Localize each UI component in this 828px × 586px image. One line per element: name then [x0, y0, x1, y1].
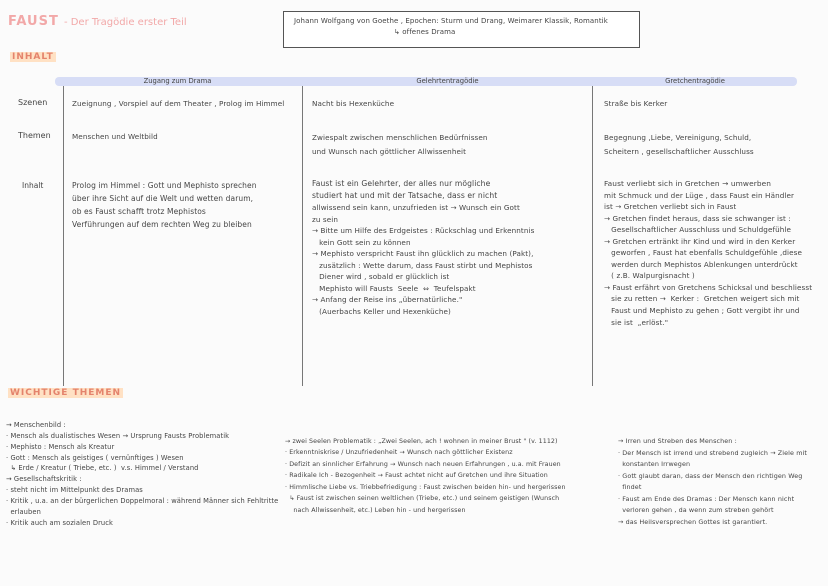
inhalt-heading: INHALT	[12, 52, 54, 62]
info-box	[283, 11, 640, 48]
cell-szenen-gretchen: Straße bis Kerker	[604, 99, 668, 108]
info-box-line1: Johann Wolfgang von Goethe , Epochen: Sturm und Drang, Weimarer Klassik, Romantik	[294, 17, 608, 25]
cell-themen-zugang: Menschen und Weltbild	[72, 132, 158, 141]
themes-column-irren: → Irren und Streben des Menschen : · Der Mensch ist irrend und strebend zugleich → Ziele mit konstanten Irrwegen · Gott glaubt daran, dass der Mensch den richtigen Weg findet · Faust am Ende des Dramas : Der Mensch kann nicht verloren gehen , da wenn zum streben gehört → das Heilsversprechen Gottes ist garantiert.	[618, 437, 808, 526]
column-divider	[302, 86, 303, 386]
column-title-gelehrten: Gelehrtentragödie	[416, 77, 479, 85]
info-box-line2: ↳ offenes Drama	[394, 27, 456, 36]
title-faust: FAUST	[8, 14, 59, 29]
themes-column-seelen: → zwei Seelen Problematik : „Zwei Seelen, ach ! wohnen in meiner Brust " (v. 1112) · Erkenntniskrise / Unzufriedenheit → Wunsch nach göttlicher Existenz · Defizit an sinnlicher Erfahrung → Wunsch nach neuen Erfahrungen , u.a. mit Frauen · Radikale Ich - Bezogenheit → Faust achtet nicht auf Gretchen und ihre Situation · Himmlische Liebe vs. Triebbefriedigung : Faust zwischen beiden hin- und hergerissen ↳ Faust ist zwischen seinen weltlichen (Triebe, etc.) und seinem geistigen (Wunsch nach Allwissenheit, etc.) Leben hin - und hergerissen	[285, 438, 566, 514]
themes-column-menschenbild: → Menschenbild : · Mensch als dualistisches Wesen → Ursprung Fausts Problematik · Mephisto : Mensch als Kreatur · Gott : Mensch als geistiges ( vernünftiges ) Wesen ↳ Erde / Kreatur ( Triebe, etc. ) v.s. Himmel / Verstand → Gesellschaftskritik : · steht nicht im Mittelpunkt des Dramas · Kritik , u.a. an der bürgerlichen Doppelmoral : während Männer sich Fehltritte erlauben · Kritik auch am sozialen Druck	[6, 421, 279, 527]
row-label-themen: Themen	[18, 131, 51, 140]
column-divider	[63, 86, 64, 386]
cell-inhalt-gretchen: Faust verliebt sich in Gretchen → umwerben mit Schmuck und der Lüge , dass Faust ein Händler ist → Gretchen verliebt sich in Faust → Gretchen findet heraus, dass sie schwanger ist : Gesellschaftlicher Ausschluss und Schuldgefühle → Gretchen ertränkt ihr Kind und wird in den Kerker geworfen , Faust hat ebenfalls Schuldgefühle ,diese werden durch Mephistos Ablenkungen unterdrückt ( z.B. Walpurgisnacht ) → Faust erfährt von Gretchens Schicksal und beschliesst sie zu retten → Kerker : Gretchen weigert sich mit Faust und Mephisto zu gehen ; Gott vergibt ihr und sie ist „erlöst."	[604, 179, 813, 327]
cell-szenen-zugang: Zueignung , Vorspiel auf dem Theater , Prolog im Himmel	[72, 99, 285, 108]
cell-inhalt-gelehrten: Faust ist ein Gelehrter, der alles nur mögliche studiert hat und mit der Tatsache, dass er nicht allwissend sein kann, unzufrieden ist → Wunsch ein Gott zu sein → Bitte um Hilfe des Erdgeistes : Rückschlag und Erkenntnis kein Gott sein zu können → Mephisto verspricht Faust ihn glücklich zu machen (Pakt), zusätzlich : Wette darum, dass Faust stirbt und Mephistos Diener wird , sobald er glücklich ist Mephisto will Fausts Seele ⇔ Teufelspakt → Anfang der Reise ins „übernatürliche." (Auerbachs Keller und Hexenküche)	[312, 179, 535, 316]
column-divider	[592, 86, 593, 386]
column-title-gretchen: Gretchentragödie	[665, 77, 725, 85]
cell-szenen-gelehrten: Nacht bis Hexenküche	[312, 99, 395, 108]
title	[8, 10, 187, 29]
cell-themen-gelehrten: Zwiespalt zwischen menschlichen Bedürfnissen und Wunsch nach göttlicher Allwissenheit	[312, 133, 488, 156]
row-label-szenen: Szenen	[18, 98, 48, 107]
row-label-inhalt: Inhalt	[22, 181, 44, 190]
cell-themen-gretchen: Begegnung ,Liebe, Vereinigung, Schuld, Scheitern , gesellschaftlicher Ausschluss	[604, 133, 754, 156]
column-title-zugang: Zugang zum Drama	[143, 77, 212, 85]
cell-inhalt-zugang: Prolog im Himmel : Gott und Mephisto sprechen über ihre Sicht auf die Welt und wetten darum, ob es Faust schafft trotz Mephistos Verführungen auf dem rechten Weg zu bleiben	[72, 181, 257, 230]
title-subtitle: - Der Tragödie erster Teil	[63, 17, 187, 28]
wichtige-themen-heading: WICHTIGE THEMEN	[10, 388, 122, 398]
